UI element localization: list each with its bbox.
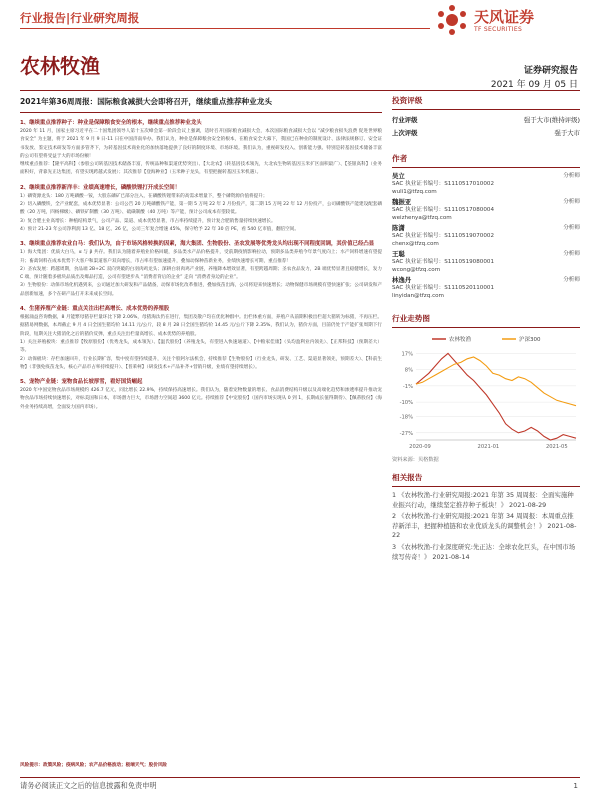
author-cert: SAC 执业证书编号：S1110519070002: [392, 233, 495, 239]
brand-logo-icon: [436, 4, 468, 36]
author-role: 分析师: [563, 199, 580, 205]
author-card: [392, 172, 580, 196]
paragraph: 1）海大集团：优质大白马，α 与 β 共存。我们认为随着养殖业价格回暖，多品类水产品价格提升，受前期疫情影响拉动，预期多品类养殖今年景气度向上；水产饲料增速有望提升；畜禽饲料在成本优势下大客户和渠道客户双向增长，市占率有望加速提升，叠加动保种苗新业务，业绩快速增长可期，重点推荐！: [20, 250, 382, 264]
y-tick-label: -10%: [399, 400, 413, 407]
brand-name: 天风证券: [474, 8, 535, 26]
x-tick-label: 2020-09: [409, 444, 431, 450]
industry-trend-chart: [392, 332, 580, 454]
section-heading: 4、生猪养殖产业链：重点关注出栏高增长、成本优势的养殖股: [20, 306, 170, 313]
author-name: 林逸丹: [392, 276, 412, 284]
author-name: 陈潇: [392, 224, 405, 232]
paragraph: 1）磷资源龙头：180 万吨磷酸一铵，大股东磷矿已部分注入，在磷酸铁锂带来的高需求增量下，整个磷资源价值将提升；: [20, 193, 268, 199]
trend-chart-svg: [392, 332, 580, 454]
paragraph: 2）圣农发展：跨越周期，食品端 2B+2C 双向突破的白羽肉鸡龙头；深耕白羽肉鸡产业链，养殖降本增效显著，有望跨越周期；圣农食品发力，2B 端优势显著且稳健增长，发力 C 端，预计随着多板块品质出及爆品打造，公司有望逐步从 “消费者背后的企业” 走向 “消费者身边的企业”。: [20, 266, 382, 281]
paragraph: 2）动保板块：存栏加速回升，行业长期扩容，集中度有望持续提升，关注个股阿尔法机会，持续推荐【生物股份】（行业龙头，研发、工艺、渠道显著领先，预期差大）、【科前生物】（非强免疫苗龙头，核心产品市占率持续提升）、【普莱柯】（研发技术+产品补齐+营销升级，业绩有望持续增长）。: [20, 356, 382, 370]
section-pet: [20, 378, 382, 412]
author-role: 分析师: [563, 225, 580, 231]
paragraph: 根据涌益咨询数据，8 月能繁母猪存栏量环比下降 2.06%，母猪淘汰仍在进行，集团及散户均在优化种群中。出栏体重方面，养殖户从前期积极出栏超大猪转为标猪，不再压栏。据猪易网数据，本周截止 9 月 4 日全国生猪均价 14.11 元/公斤，较 8 月 28 日全国生猪均价 14.45 元/公斤下降 2.35%，我们认为，猪价方面，目前仍处于产能扩张周期下行阶段，短期关注大猪消化之后的猪价反弹，重点关注出栏量高增长、成本优势的养殖股。: [20, 315, 382, 337]
report-category: 行业报告|行业研究周报: [20, 11, 140, 25]
paragraph: 1）关注养殖板块：重点推荐【牧原股份】（优秀龙头，成本领先）、【温氏股份】（养殖龙头，有望进入快速通道）、【中粮家佳康】（头均盈利业内领先）、【正邦科技】（预期差大）等。: [20, 339, 382, 354]
rating-row: [392, 127, 580, 140]
y-tick-label: -27%: [399, 430, 413, 437]
author-role: 分析师: [563, 251, 580, 257]
paragraph: 4）预计 21-23 年公司净利润 13 亿、18 亿、26 亿，公司三年复合增速 45%，保守给予 22 年 30 倍 PE，看 540 亿市值，翻倍空间。: [20, 226, 299, 232]
paragraph: 2020 年中国宠物食品市场规模约 426.7 亿元，同比增长 22.9%，持续保持高速增长。我们认为，随着宠物数量的增长、食品消费结构升级以及高端化趋势和渗透率提升推动宠物食品市场持续快速增长，对标美国和日本，市场潜力巨大，市场潜力空间超 3600 亿元。持续推荐【中宠股份】（国内市场实现从 0 到 1，长期成长值得期待）、【佩蒂股份】（海外业务持续高增，全面发力国内市场）。: [20, 388, 382, 410]
report-body: [20, 92, 382, 770]
header-divider: [20, 28, 430, 29]
sidebar: [392, 92, 580, 772]
rating-value: 强于大市(维持评级): [523, 116, 580, 124]
y-tick-label: -1%: [402, 383, 413, 390]
risk-warning: 风险提示：政策风险；疫病风险；农产品价格波动；极端天气；股价风险: [20, 763, 168, 768]
rating-heading: 投资评级: [392, 92, 580, 110]
y-tick-label: 17%: [401, 351, 413, 358]
paragraph: 3）复合肥主业高增长：种植结构景气，公司产品、渠道、成本优势显著，市占率持续提升，预计复合肥销售量持续快速增长。: [20, 218, 276, 224]
author-cert: SAC 执业证书编号：S1110520110001: [392, 285, 495, 291]
author-email[interactable]: wcong@tfzq.com: [392, 267, 441, 273]
authors-heading: 作者: [392, 150, 580, 168]
report-type: 证券研究报告: [523, 66, 578, 76]
section-hog: [20, 305, 382, 372]
series-line: [416, 353, 576, 440]
author-card: [392, 224, 580, 248]
report-headline: 2021年第36周周报：国际粮食减损大会即将召开，继续重点推荐种业龙头: [20, 92, 382, 113]
related-report-link[interactable]: 1 《农林牧渔-行业研究周报:2021 年第 35 周周报：全面实施种业振兴行动，继续坚定推荐种子板块！》 2021-08-29: [392, 491, 574, 509]
y-tick-label: 8%: [404, 367, 413, 374]
section-agri-bluechip: [20, 240, 382, 299]
section-heading: 5、宠物产业链：宠物食品长坡厚雪，看好国货崛起: [20, 379, 143, 386]
section-heading: 3、继续重点推荐农业白马：我们认为，由于市场风格转换的因素，海大集团、生物股份、圣农发展等优秀龙头均出现不同程度回调，其价值已经凸显: [20, 241, 375, 248]
page-number: 1: [573, 781, 578, 790]
brand-name-en: TF SECURITIES: [474, 26, 523, 33]
author-name: 王聪: [392, 250, 405, 258]
x-tick-label: 2021-01: [477, 444, 500, 450]
section-xinyangfeng: [20, 184, 382, 234]
related-report-link[interactable]: 2 《农林牧渔-行业研究周报:2021 年第 34 周周报：本周重点推荐新洋丰，把握种植链和农业优质龙头的调整机会！》 2021-08-22: [392, 512, 577, 540]
author-email[interactable]: linyidan@tfzq.com: [392, 293, 445, 299]
legend-label: 农林牧渔: [449, 337, 472, 343]
author-cert: SAC 执业证书编号：S1110517010002: [392, 181, 495, 187]
author-email[interactable]: weizhenya@tfzq.com: [392, 215, 452, 221]
author-card: [392, 276, 580, 300]
x-tick-label: 2021-05: [545, 444, 568, 450]
rating-row: [392, 114, 580, 127]
author-email[interactable]: chenx@tfzq.com: [392, 241, 439, 247]
author-card: [392, 250, 580, 274]
rating-value: 强于大市: [554, 129, 580, 137]
author-name: 吴立: [392, 172, 405, 180]
chart-heading: 行业走势图: [392, 310, 580, 328]
legend-label: 沪深300: [519, 337, 541, 343]
sector-title: 农林牧渔: [20, 54, 100, 78]
author-role: 分析师: [563, 173, 580, 179]
disclaimer-note: 请务必阅读正文之后的信息披露和免责申明: [20, 781, 157, 790]
rating-key: 上次评级: [392, 129, 418, 137]
section-heading: 1、继续重点推荐种子：种业是保障粮食安全的根本，继续重点推荐种业龙头: [20, 120, 202, 126]
paragraph: 3）生物股份：动保市场化机遇到来，公司通过加大研发和产品储备，动保市场化改革推进，叠加疫苗出海，公司将迎来快速增长；动物保健市场规模有望快速扩张；公司研发和产品创新加速，多个在研产品打开未来成长空间。: [20, 283, 382, 297]
related-report-link[interactable]: 3 《农林牧渔-行业深度研究:先正达：全球农化巨头，在中国市场续写传奇！》 2021-08-14: [392, 542, 576, 561]
rating-key: 行业评级: [392, 116, 418, 124]
section-seed: [20, 119, 382, 178]
chart-source: 资料来源：贝格数据: [392, 457, 439, 463]
footer-divider: [20, 777, 580, 778]
author-email[interactable]: wuli1@tfzq.com: [392, 189, 437, 195]
author-card: [392, 198, 580, 222]
author-name: 魏振亚: [392, 198, 412, 206]
brand-logo: [436, 4, 596, 38]
title-divider: [20, 90, 580, 91]
paragraph: 2020 年 11 月，国家主席习近平在二十国集团领导人第十五次峰会第一阶段会议上强调，适时召开国际粮食减损大会，本次国际粮食减损大会以 “减少粮食损失浪费 促进世界粮食安全” 为主题，将于 2021 年 9 月 9 日-11 日在中国济南举办。我们认为，种业是保障粮食安全的根本，在粮食安全大幕下，我国已在种业的制度设计、法律法规修订、安全证书发放、鉴定技术研发等方面多管齐下，为转基因技术商业化的加快落地提供了良好的制度环境、市场环境。我们认为，重视研发投入、创新能力强、特别是转基因技术储备丰富的公司有望将受益于大的市场份额！: [20, 129, 382, 159]
related-heading: 相关报告: [392, 469, 580, 487]
series-line: [416, 357, 576, 406]
paragraph: 继续重点推荐：【隆平高科】（参股公司转基因技术储备丰富，传统品种和渠道优势突出）、【大北农】（转基因技术领先，大北农生物转基因玉米扩区面积最广）、【荃银高科】（业务面积好，背靠先正达集团，有望实现跨越式发展）；其次推荐【登海种业】（玉米种子龙头，有望把握转基因玉米机遇）。: [20, 162, 382, 176]
author-role: 分析师: [563, 277, 580, 283]
report-date: 2021 年 09 月 05 日: [490, 80, 578, 90]
author-cert: SAC 执业证书编号：S1110519080001: [392, 259, 495, 265]
paragraph: 2）切入磷酸铁，全产业配套，成本优势显著：公司公告 20 万吨磷酸铁产能，第一期 5 万吨 22 年 2 月份投产，第二期 15 万吨 22 年 12 月份投产，公司磷酸铁产能建设配套磷酸（20 万吨，四杨梯级）、磷铁矿制酸（30 万吨）、硫磺制酸（40 万吨）等产能，预计公司成本有望较低。: [20, 202, 382, 216]
author-cert: SAC 执业证书编号：S1110517080004: [392, 207, 495, 213]
y-tick-label: -18%: [399, 414, 413, 421]
section-heading: 2、继续重点推荐新洋丰：业绩高速增长，磷酸铁锂打开成长空间！: [20, 184, 181, 191]
